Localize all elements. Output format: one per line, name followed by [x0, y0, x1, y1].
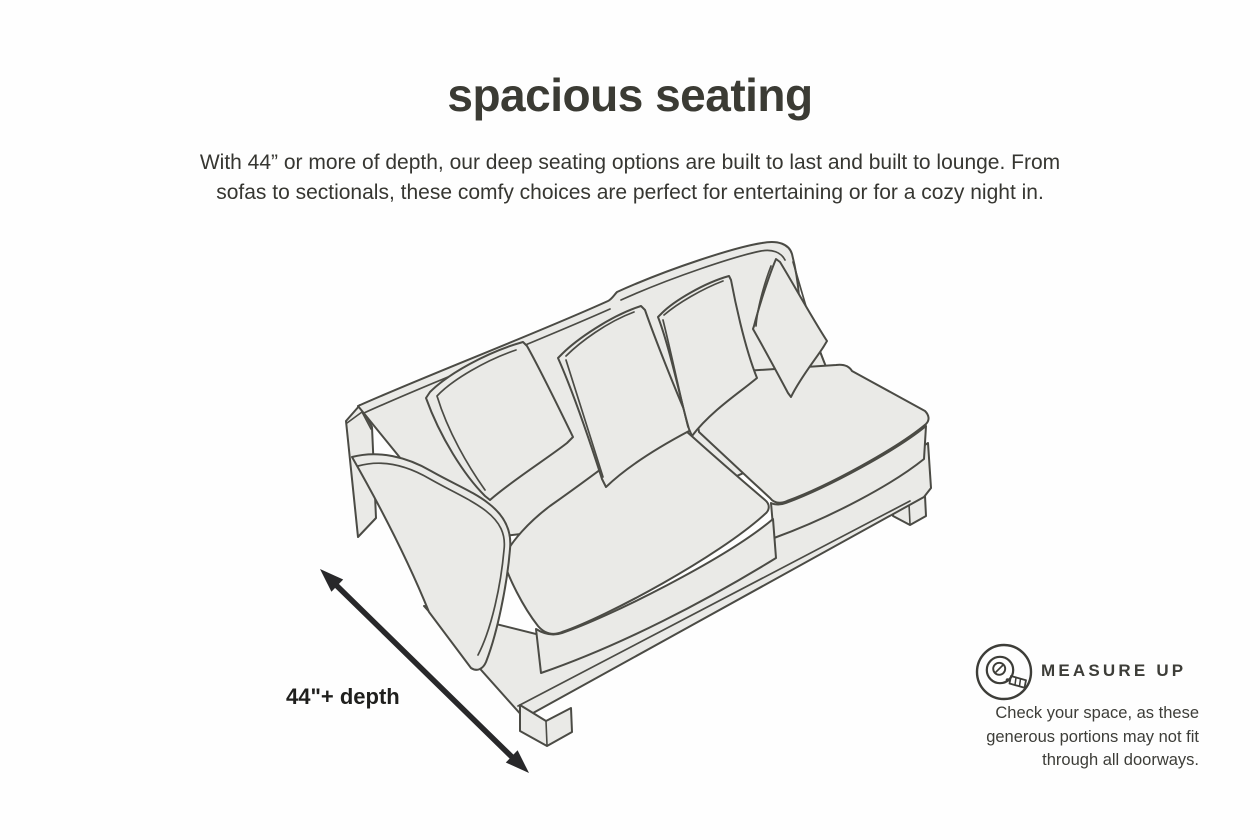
- intro-line: With 44” or more of depth, our deep seating options are built to last and built to lounge. From: [199, 151, 1061, 174]
- measure-up-caption-line: Check your space, as these: [995, 704, 1199, 722]
- tape-measure-icon: [974, 642, 1034, 702]
- page-title: spacious seating: [447, 69, 813, 121]
- measure-up-caption: [899, 702, 1199, 773]
- measure-up-heading: MEASURE UP: [1041, 661, 1187, 680]
- measure-up-caption-line: generous portions may not fit: [986, 727, 1199, 746]
- measure-up-caption-line: through all doorways.: [1042, 751, 1199, 769]
- depth-dimension-label: 44"+ depth: [286, 684, 400, 709]
- intro-line: sofas to sectionals, these comfy choices are perfect for entertaining or for a cozy night in.: [216, 181, 1044, 204]
